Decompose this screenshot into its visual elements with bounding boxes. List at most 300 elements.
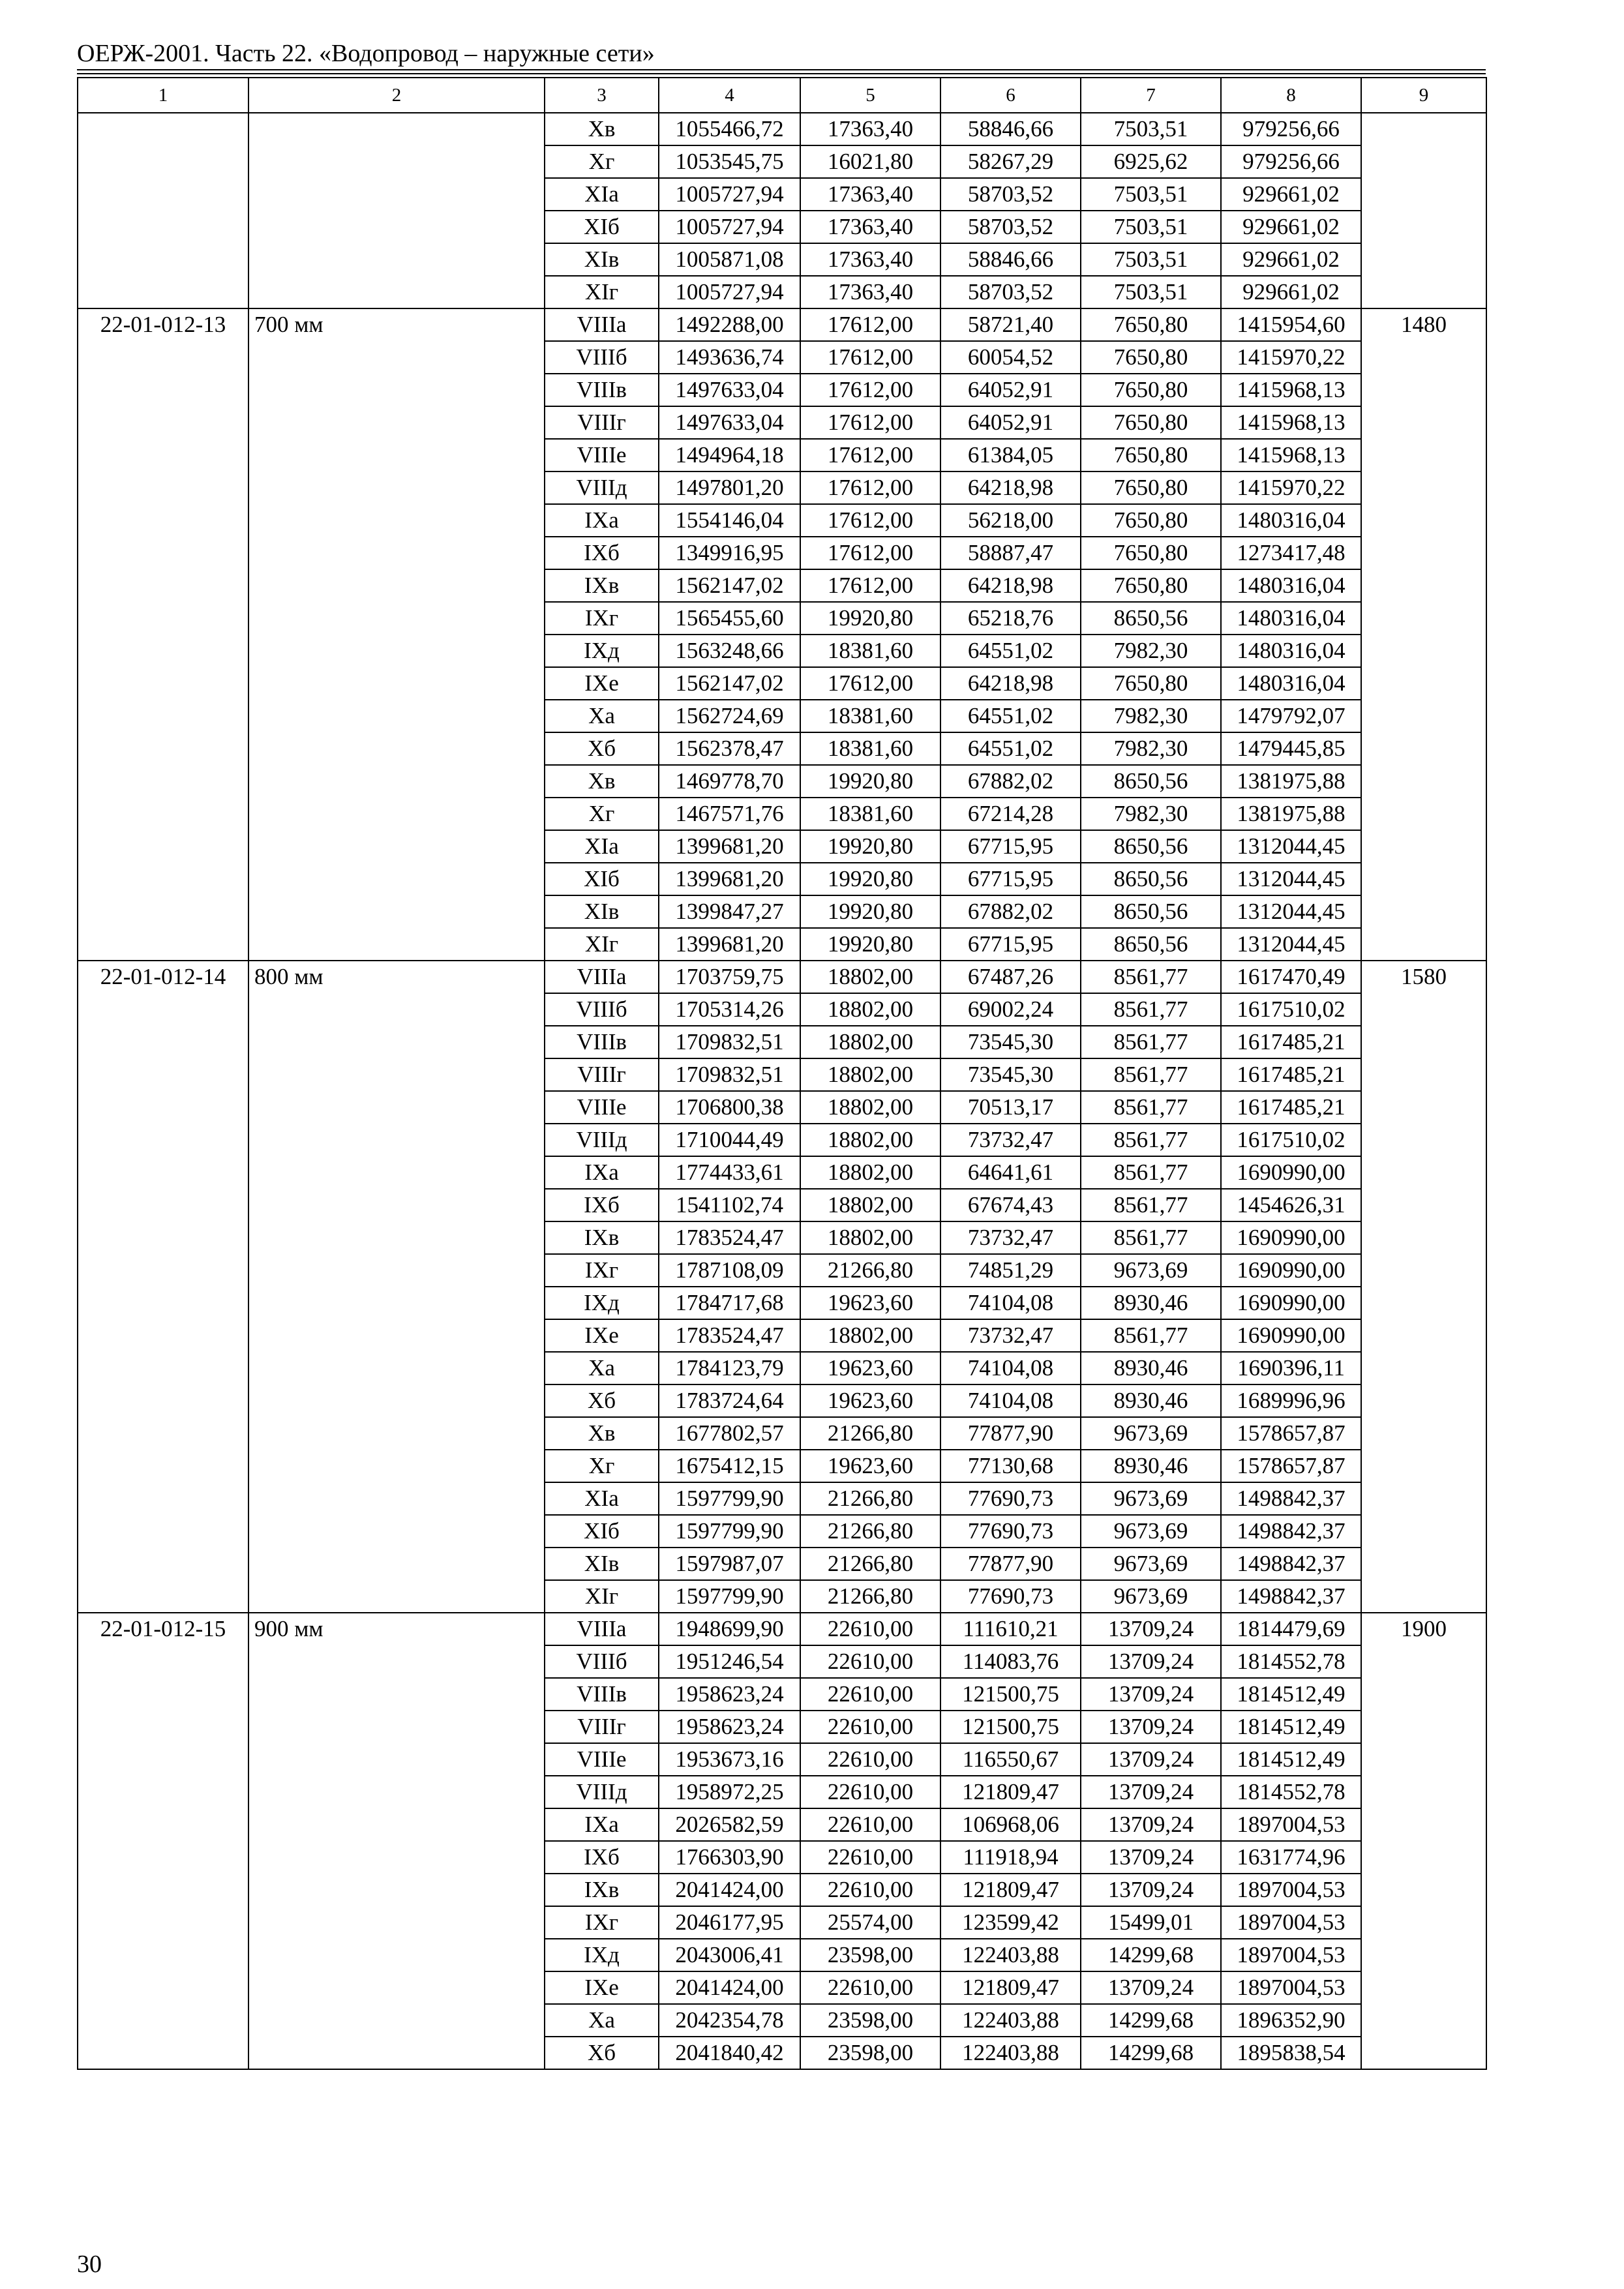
climate-zone-cell: VIIIг [545, 1058, 659, 1091]
labor-cost-cell: 22610,00 [800, 1776, 940, 1808]
pipe-diameter-cell [248, 1743, 545, 1776]
pipe-diameter-cell [248, 1874, 545, 1906]
materials-cost-cell: 1814479,69 [1221, 1613, 1361, 1645]
materials-cost-cell: 979256,66 [1221, 145, 1361, 178]
pipe-diameter-cell [248, 1450, 545, 1482]
labor-norm-cell: 1580 [1361, 961, 1486, 993]
labor-norm-cell [1361, 895, 1486, 928]
pipe-diameter-cell [248, 211, 545, 243]
operator-wage-cell: 8561,77 [1081, 993, 1221, 1026]
materials-cost-cell: 1617485,21 [1221, 1091, 1361, 1124]
materials-cost-cell: 1814512,49 [1221, 1743, 1361, 1776]
climate-zone-cell: ХIб [545, 1515, 659, 1548]
total-cost-cell: 1706800,38 [659, 1091, 800, 1124]
rate-code-cell [78, 863, 248, 895]
labor-norm-cell [1361, 830, 1486, 863]
pipe-diameter-cell [248, 1319, 545, 1352]
operator-wage-cell: 14299,68 [1081, 1939, 1221, 1971]
page-number: 30 [77, 2251, 102, 2278]
pipe-diameter-cell [248, 178, 545, 211]
rate-code-cell [78, 1417, 248, 1450]
climate-zone-cell: IХа [545, 1156, 659, 1189]
machine-cost-cell: 67882,02 [940, 895, 1081, 928]
labor-cost-cell: 22610,00 [800, 1808, 940, 1841]
machine-cost-cell: 64218,98 [940, 667, 1081, 700]
labor-norm-cell [1361, 1287, 1486, 1319]
operator-wage-cell: 8650,56 [1081, 895, 1221, 928]
labor-cost-cell: 17612,00 [800, 341, 940, 374]
table-row [78, 602, 1486, 635]
machine-cost-cell: 61384,05 [940, 439, 1081, 471]
total-cost-cell: 1958972,25 [659, 1776, 800, 1808]
materials-cost-cell: 1690990,00 [1221, 1319, 1361, 1352]
total-cost-cell: 1951246,54 [659, 1645, 800, 1678]
pipe-diameter-cell [248, 765, 545, 798]
rate-code-cell [78, 1254, 248, 1287]
labor-cost-cell: 18381,60 [800, 798, 940, 830]
labor-cost-cell: 18802,00 [800, 1319, 940, 1352]
total-cost-cell: 2041840,42 [659, 2037, 800, 2069]
rate-code-cell [78, 732, 248, 765]
rate-code-cell [78, 830, 248, 863]
rate-code-cell [78, 700, 248, 732]
total-cost-cell: 1005727,94 [659, 178, 800, 211]
pipe-diameter-cell [248, 1091, 545, 1124]
table-row [78, 1058, 1486, 1091]
operator-wage-cell: 7650,80 [1081, 374, 1221, 406]
table-row [78, 374, 1486, 406]
machine-cost-cell: 121809,47 [940, 1776, 1081, 1808]
total-cost-cell: 1766303,90 [659, 1841, 800, 1874]
machine-cost-cell: 64218,98 [940, 569, 1081, 602]
page-header [77, 39, 1486, 74]
table-row [78, 1384, 1486, 1417]
labor-norm-cell [1361, 1939, 1486, 1971]
pipe-diameter-cell [248, 700, 545, 732]
total-cost-cell: 1710044,49 [659, 1124, 800, 1156]
rate-code-cell [78, 1776, 248, 1808]
total-cost-cell: 1492288,00 [659, 308, 800, 341]
total-cost-cell: 1597799,90 [659, 1482, 800, 1515]
labor-norm-cell [1361, 1124, 1486, 1156]
labor-cost-cell: 17612,00 [800, 471, 940, 504]
table-row [78, 1645, 1486, 1678]
climate-zone-cell: ХIа [545, 830, 659, 863]
total-cost-cell: 1467571,76 [659, 798, 800, 830]
climate-zone-cell: IХг [545, 602, 659, 635]
table-row [78, 1515, 1486, 1548]
climate-zone-cell: IХе [545, 667, 659, 700]
operator-wage-cell: 7650,80 [1081, 308, 1221, 341]
column-number: 2 [248, 78, 545, 113]
table-row [78, 635, 1486, 667]
table-row [78, 863, 1486, 895]
operator-wage-cell: 13709,24 [1081, 1874, 1221, 1906]
materials-cost-cell: 1814552,78 [1221, 1645, 1361, 1678]
machine-cost-cell: 58721,40 [940, 308, 1081, 341]
labor-cost-cell: 19623,60 [800, 1352, 940, 1384]
machine-cost-cell: 64641,61 [940, 1156, 1081, 1189]
labor-cost-cell: 22610,00 [800, 1711, 940, 1743]
machine-cost-cell: 58703,52 [940, 178, 1081, 211]
rate-code-cell [78, 1678, 248, 1711]
machine-cost-cell: 65218,76 [940, 602, 1081, 635]
table-row [78, 1287, 1486, 1319]
climate-zone-cell: ХIг [545, 1580, 659, 1613]
climate-zone-cell: VIIIа [545, 961, 659, 993]
table-row [78, 1548, 1486, 1580]
machine-cost-cell: 121500,75 [940, 1711, 1081, 1743]
machine-cost-cell: 77690,73 [940, 1482, 1081, 1515]
labor-norm-cell [1361, 504, 1486, 537]
table-body [78, 78, 1486, 2069]
total-cost-cell: 2043006,41 [659, 1939, 800, 1971]
pipe-diameter-cell [248, 406, 545, 439]
materials-cost-cell: 1480316,04 [1221, 635, 1361, 667]
pipe-diameter-cell [248, 1384, 545, 1417]
rate-code-cell [78, 243, 248, 276]
climate-zone-cell: IХд [545, 1287, 659, 1319]
machine-cost-cell: 106968,06 [940, 1808, 1081, 1841]
operator-wage-cell: 8930,46 [1081, 1352, 1221, 1384]
machine-cost-cell: 116550,67 [940, 1743, 1081, 1776]
materials-cost-cell: 929661,02 [1221, 276, 1361, 308]
machine-cost-cell: 69002,24 [940, 993, 1081, 1026]
total-cost-cell: 1597799,90 [659, 1515, 800, 1548]
pipe-diameter-cell [248, 1026, 545, 1058]
materials-cost-cell: 1415970,22 [1221, 471, 1361, 504]
labor-norm-cell [1361, 798, 1486, 830]
rate-code-cell [78, 1450, 248, 1482]
climate-zone-cell: ХIг [545, 276, 659, 308]
labor-cost-cell: 17612,00 [800, 308, 940, 341]
column-number: 4 [659, 78, 800, 113]
machine-cost-cell: 67674,43 [940, 1189, 1081, 1221]
operator-wage-cell: 7982,30 [1081, 732, 1221, 765]
materials-cost-cell: 929661,02 [1221, 243, 1361, 276]
labor-cost-cell: 18802,00 [800, 1058, 940, 1091]
materials-cost-cell: 1897004,53 [1221, 1906, 1361, 1939]
pipe-diameter-cell [248, 1124, 545, 1156]
pipe-diameter-cell [248, 504, 545, 537]
labor-norm-cell [1361, 765, 1486, 798]
table-row [78, 667, 1486, 700]
table-row [78, 961, 1486, 993]
climate-zone-cell: ХIб [545, 211, 659, 243]
labor-norm-cell [1361, 439, 1486, 471]
climate-zone-cell: IХв [545, 1874, 659, 1906]
rate-code-cell [78, 1515, 248, 1548]
total-cost-cell: 1958623,24 [659, 1711, 800, 1743]
materials-cost-cell: 1897004,53 [1221, 1874, 1361, 1906]
materials-cost-cell: 1312044,45 [1221, 830, 1361, 863]
materials-cost-cell: 1690990,00 [1221, 1156, 1361, 1189]
total-cost-cell: 1562724,69 [659, 700, 800, 732]
rate-code-cell: 22-01-012-15 [78, 1613, 248, 1645]
climate-zone-cell: Хг [545, 1450, 659, 1482]
machine-cost-cell: 123599,42 [940, 1906, 1081, 1939]
machine-cost-cell: 67487,26 [940, 961, 1081, 993]
rate-code-cell [78, 1026, 248, 1058]
rate-code-cell [78, 2037, 248, 2069]
pipe-diameter-cell [248, 1515, 545, 1548]
machine-cost-cell: 77877,90 [940, 1417, 1081, 1450]
operator-wage-cell: 14299,68 [1081, 2037, 1221, 2069]
total-cost-cell: 1958623,24 [659, 1678, 800, 1711]
labor-norm-cell [1361, 928, 1486, 961]
materials-cost-cell: 1415968,13 [1221, 406, 1361, 439]
rate-code-cell [78, 1384, 248, 1417]
table-row [78, 1711, 1486, 1743]
total-cost-cell: 1562147,02 [659, 569, 800, 602]
labor-norm-cell [1361, 1384, 1486, 1417]
total-cost-cell: 1053545,75 [659, 145, 800, 178]
table-row [78, 1026, 1486, 1058]
price-table [77, 77, 1487, 2070]
total-cost-cell: 1783524,47 [659, 1221, 800, 1254]
column-number: 9 [1361, 78, 1486, 113]
labor-cost-cell: 17363,40 [800, 243, 940, 276]
labor-cost-cell: 25574,00 [800, 1906, 940, 1939]
labor-cost-cell: 19920,80 [800, 765, 940, 798]
materials-cost-cell: 1480316,04 [1221, 602, 1361, 635]
total-cost-cell: 1005727,94 [659, 211, 800, 243]
total-cost-cell: 1565455,60 [659, 602, 800, 635]
operator-wage-cell: 7650,80 [1081, 439, 1221, 471]
operator-wage-cell: 8561,77 [1081, 961, 1221, 993]
labor-cost-cell: 18802,00 [800, 1026, 940, 1058]
table-row [78, 1091, 1486, 1124]
labor-norm-cell [1361, 1319, 1486, 1352]
materials-cost-cell: 1690990,00 [1221, 1254, 1361, 1287]
operator-wage-cell: 8561,77 [1081, 1124, 1221, 1156]
table-row [78, 537, 1486, 569]
materials-cost-cell: 1690990,00 [1221, 1221, 1361, 1254]
materials-cost-cell: 1415968,13 [1221, 374, 1361, 406]
operator-wage-cell: 7650,80 [1081, 504, 1221, 537]
machine-cost-cell: 70513,17 [940, 1091, 1081, 1124]
rate-code-cell [78, 439, 248, 471]
rate-code-cell [78, 145, 248, 178]
column-number-row [78, 78, 1486, 113]
labor-norm-cell [1361, 1515, 1486, 1548]
labor-norm-cell: 1900 [1361, 1613, 1486, 1645]
pipe-diameter-cell [248, 1841, 545, 1874]
table-row [78, 1156, 1486, 1189]
rate-code-cell [78, 1711, 248, 1743]
pipe-diameter-cell [248, 732, 545, 765]
total-cost-cell: 1787108,09 [659, 1254, 800, 1287]
materials-cost-cell: 1631774,96 [1221, 1841, 1361, 1874]
total-cost-cell: 1774433,61 [659, 1156, 800, 1189]
table-row [78, 276, 1486, 308]
table-row [78, 2004, 1486, 2037]
table-row [78, 1808, 1486, 1841]
pipe-diameter-cell [248, 1678, 545, 1711]
total-cost-cell: 1705314,26 [659, 993, 800, 1026]
rate-code-cell [78, 1221, 248, 1254]
operator-wage-cell: 8930,46 [1081, 1384, 1221, 1417]
labor-norm-cell [1361, 1874, 1486, 1906]
rate-code-cell [78, 1906, 248, 1939]
pipe-diameter-cell [248, 439, 545, 471]
labor-cost-cell: 19623,60 [800, 1287, 940, 1319]
climate-zone-cell: VIIIб [545, 1645, 659, 1678]
operator-wage-cell: 8930,46 [1081, 1287, 1221, 1319]
table-row [78, 732, 1486, 765]
machine-cost-cell: 111610,21 [940, 1613, 1081, 1645]
rate-code-cell [78, 667, 248, 700]
machine-cost-cell: 74104,08 [940, 1287, 1081, 1319]
pipe-diameter-cell [248, 1352, 545, 1384]
labor-cost-cell: 17612,00 [800, 374, 940, 406]
labor-cost-cell: 18802,00 [800, 961, 940, 993]
pipe-diameter-cell [248, 113, 545, 145]
operator-wage-cell: 7650,80 [1081, 406, 1221, 439]
machine-cost-cell: 73732,47 [940, 1319, 1081, 1352]
labor-cost-cell: 19920,80 [800, 863, 940, 895]
operator-wage-cell: 7503,51 [1081, 243, 1221, 276]
rate-code-cell [78, 1156, 248, 1189]
table-row [78, 1874, 1486, 1906]
climate-zone-cell: VIIIе [545, 439, 659, 471]
rate-code-cell [78, 113, 248, 145]
rate-code-cell [78, 1482, 248, 1515]
table-row [78, 1613, 1486, 1645]
materials-cost-cell: 1479445,85 [1221, 732, 1361, 765]
pipe-diameter-cell [248, 374, 545, 406]
labor-norm-cell [1361, 1841, 1486, 1874]
labor-norm-cell [1361, 374, 1486, 406]
operator-wage-cell: 8561,77 [1081, 1189, 1221, 1221]
materials-cost-cell: 1312044,45 [1221, 895, 1361, 928]
labor-cost-cell: 19623,60 [800, 1450, 940, 1482]
materials-cost-cell: 1578657,87 [1221, 1417, 1361, 1450]
materials-cost-cell: 1454626,31 [1221, 1189, 1361, 1221]
operator-wage-cell: 7982,30 [1081, 635, 1221, 667]
climate-zone-cell: Хв [545, 765, 659, 798]
labor-norm-cell [1361, 602, 1486, 635]
climate-zone-cell: IХд [545, 1939, 659, 1971]
labor-norm-cell [1361, 1678, 1486, 1711]
machine-cost-cell: 67214,28 [940, 798, 1081, 830]
labor-cost-cell: 22610,00 [800, 1971, 940, 2004]
operator-wage-cell: 8561,77 [1081, 1319, 1221, 1352]
rate-code-cell [78, 504, 248, 537]
climate-zone-cell: ХIв [545, 1548, 659, 1580]
table-row [78, 2037, 1486, 2069]
total-cost-cell: 1948699,90 [659, 1613, 800, 1645]
table-row [78, 1450, 1486, 1482]
operator-wage-cell: 8650,56 [1081, 928, 1221, 961]
labor-cost-cell: 21266,80 [800, 1254, 940, 1287]
rate-code-cell [78, 569, 248, 602]
labor-norm-cell [1361, 1189, 1486, 1221]
pipe-diameter-cell [248, 1482, 545, 1515]
operator-wage-cell: 13709,24 [1081, 1645, 1221, 1678]
materials-cost-cell: 1814512,49 [1221, 1678, 1361, 1711]
total-cost-cell: 1677802,57 [659, 1417, 800, 1450]
rate-code-cell [78, 537, 248, 569]
pipe-diameter-cell [248, 1711, 545, 1743]
pipe-diameter-cell [248, 1156, 545, 1189]
labor-norm-cell [1361, 1711, 1486, 1743]
rate-code-cell [78, 1548, 248, 1580]
labor-cost-cell: 18381,60 [800, 635, 940, 667]
rate-code-cell [78, 895, 248, 928]
labor-cost-cell: 17612,00 [800, 667, 940, 700]
machine-cost-cell: 64218,98 [940, 471, 1081, 504]
materials-cost-cell: 1617510,02 [1221, 1124, 1361, 1156]
pipe-diameter-cell [248, 667, 545, 700]
pipe-diameter-cell [248, 2004, 545, 2037]
rate-code-cell [78, 1874, 248, 1906]
operator-wage-cell: 7650,80 [1081, 569, 1221, 602]
materials-cost-cell: 1897004,53 [1221, 1971, 1361, 2004]
rate-code-cell [78, 406, 248, 439]
table-row [78, 341, 1486, 374]
labor-cost-cell: 18381,60 [800, 732, 940, 765]
machine-cost-cell: 74851,29 [940, 1254, 1081, 1287]
pipe-diameter-cell [248, 276, 545, 308]
labor-norm-cell [1361, 1026, 1486, 1058]
total-cost-cell: 2041424,00 [659, 1874, 800, 1906]
table-row [78, 1939, 1486, 1971]
climate-zone-cell: IХе [545, 1319, 659, 1352]
labor-norm-cell [1361, 1548, 1486, 1580]
table-row [78, 1124, 1486, 1156]
labor-cost-cell: 18802,00 [800, 1124, 940, 1156]
rate-code-cell [78, 798, 248, 830]
machine-cost-cell: 122403,88 [940, 2037, 1081, 2069]
climate-zone-cell: IХб [545, 537, 659, 569]
machine-cost-cell: 58887,47 [940, 537, 1081, 569]
climate-zone-cell: VIIIа [545, 1613, 659, 1645]
table-row [78, 798, 1486, 830]
machine-cost-cell: 73732,47 [940, 1124, 1081, 1156]
column-number: 6 [940, 78, 1081, 113]
table-row [78, 1776, 1486, 1808]
materials-cost-cell: 1617485,21 [1221, 1058, 1361, 1091]
climate-zone-cell: VIIIе [545, 1091, 659, 1124]
table-row [78, 1254, 1486, 1287]
labor-cost-cell: 21266,80 [800, 1548, 940, 1580]
materials-cost-cell: 1415968,13 [1221, 439, 1361, 471]
climate-zone-cell: Хг [545, 145, 659, 178]
labor-norm-cell [1361, 700, 1486, 732]
rate-code-cell [78, 276, 248, 308]
table-row [78, 471, 1486, 504]
header-rule-second [77, 73, 1486, 74]
pipe-diameter-cell [248, 341, 545, 374]
total-cost-cell: 1784123,79 [659, 1352, 800, 1384]
total-cost-cell: 1783524,47 [659, 1319, 800, 1352]
labor-norm-cell [1361, 178, 1486, 211]
rate-code-cell [78, 1124, 248, 1156]
operator-wage-cell: 7982,30 [1081, 798, 1221, 830]
total-cost-cell: 1005871,08 [659, 243, 800, 276]
total-cost-cell: 1497633,04 [659, 374, 800, 406]
machine-cost-cell: 58703,52 [940, 211, 1081, 243]
labor-norm-cell [1361, 2004, 1486, 2037]
labor-cost-cell: 19623,60 [800, 1384, 940, 1417]
climate-zone-cell: VIIIв [545, 1026, 659, 1058]
labor-norm-cell [1361, 341, 1486, 374]
climate-zone-cell: IХг [545, 1254, 659, 1287]
labor-norm-cell [1361, 1808, 1486, 1841]
climate-zone-cell: ХIа [545, 178, 659, 211]
total-cost-cell: 1349916,95 [659, 537, 800, 569]
